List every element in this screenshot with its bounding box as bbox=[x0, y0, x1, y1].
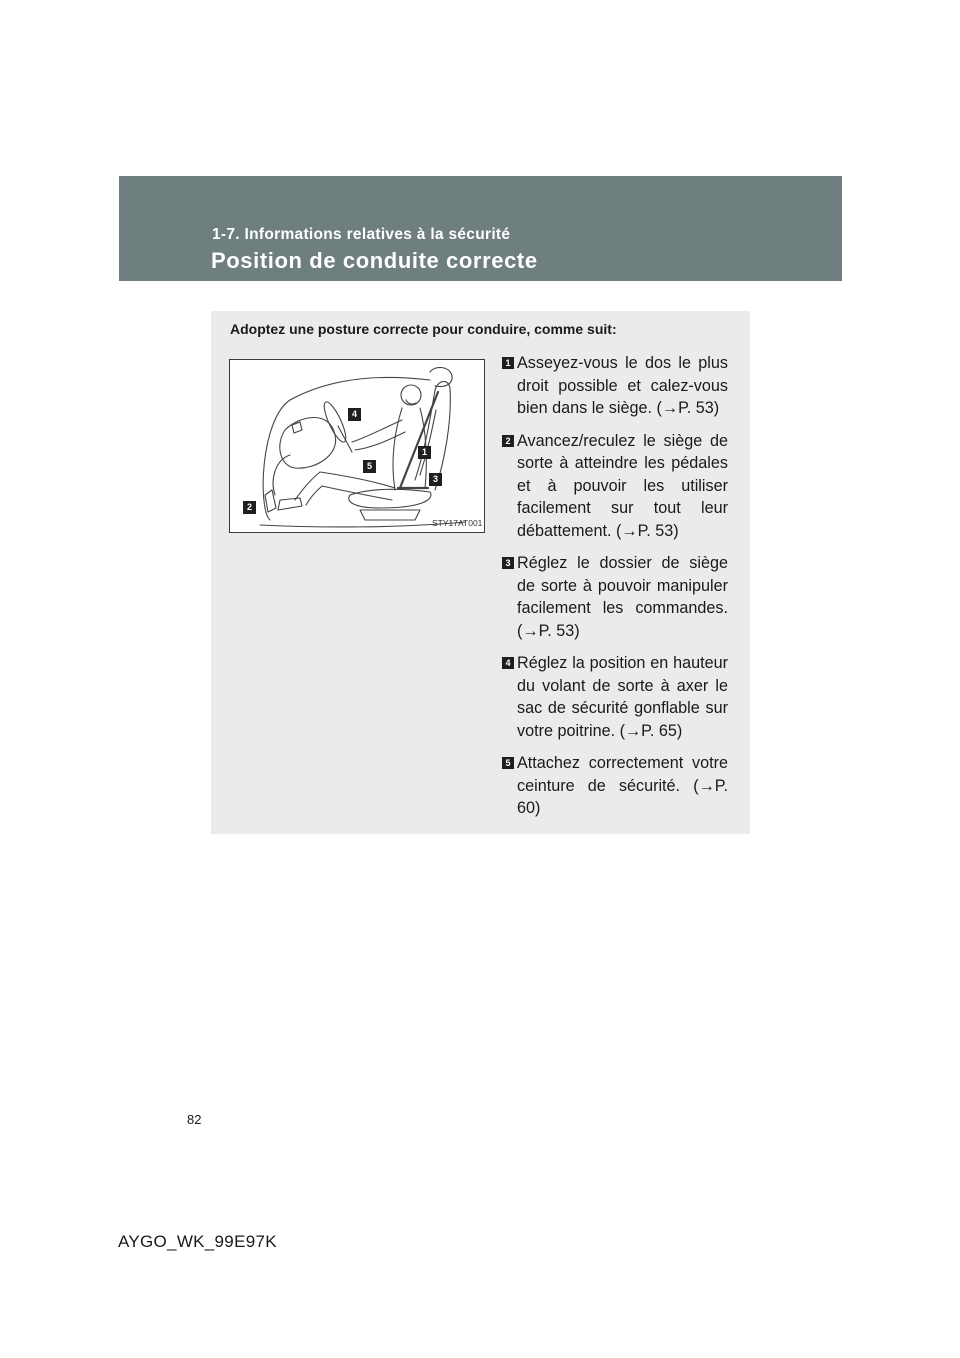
intro-text: Adoptez une posture correcte pour conduire, comme suit: bbox=[230, 321, 617, 337]
step-item bbox=[500, 552, 728, 642]
step-number-badge: 4 bbox=[502, 657, 514, 669]
step-item bbox=[500, 352, 728, 420]
step-number-badge: 1 bbox=[502, 357, 514, 369]
step-item bbox=[500, 430, 728, 543]
steps-list bbox=[500, 352, 728, 830]
callout-1: 1 bbox=[418, 446, 431, 459]
callout-2: 2 bbox=[243, 501, 256, 514]
step-item bbox=[500, 652, 728, 742]
step-text: Réglez la position en hauteur du volant de sorte à axer le sac de sécurité gonflable sur votre poitrine. (→P. 65) bbox=[517, 654, 728, 740]
step-text: Avancez/reculez le siège de sorte à atteindre les pédales et à pouvoir les utiliser facilement sur tout leur débattement. (→P. 53) bbox=[517, 431, 728, 540]
step-text: Réglez le dossier de siège de sorte à pouvoir manipuler facilement les commandes. (→P. 53) bbox=[517, 554, 728, 640]
driving-position-illustration bbox=[229, 359, 485, 533]
callout-5: 5 bbox=[363, 460, 376, 473]
step-text: Attachez correctement votre ceinture de sécurité. (→P. 60) bbox=[517, 754, 728, 817]
step-number-badge: 2 bbox=[502, 435, 514, 447]
step-text: Asseyez-vous le dos le plus droit possible et calez-vous bien dans le siège. (→P. 53) bbox=[517, 354, 728, 417]
step-number-badge: 3 bbox=[502, 557, 514, 569]
page-number: 82 bbox=[187, 1112, 202, 1127]
step-item bbox=[500, 752, 728, 820]
callout-4: 4 bbox=[348, 408, 361, 421]
callout-3: 3 bbox=[429, 473, 442, 486]
document-code: AYGO_WK_99E97K bbox=[118, 1232, 277, 1251]
page-title: Position de conduite correcte bbox=[211, 248, 538, 273]
figure-code: STY17AT001 bbox=[432, 518, 483, 528]
driver-seat-drawing bbox=[230, 360, 485, 533]
section-label: 1-7. Informations relatives à la sécurité bbox=[212, 226, 511, 243]
step-number-badge: 5 bbox=[502, 757, 514, 769]
